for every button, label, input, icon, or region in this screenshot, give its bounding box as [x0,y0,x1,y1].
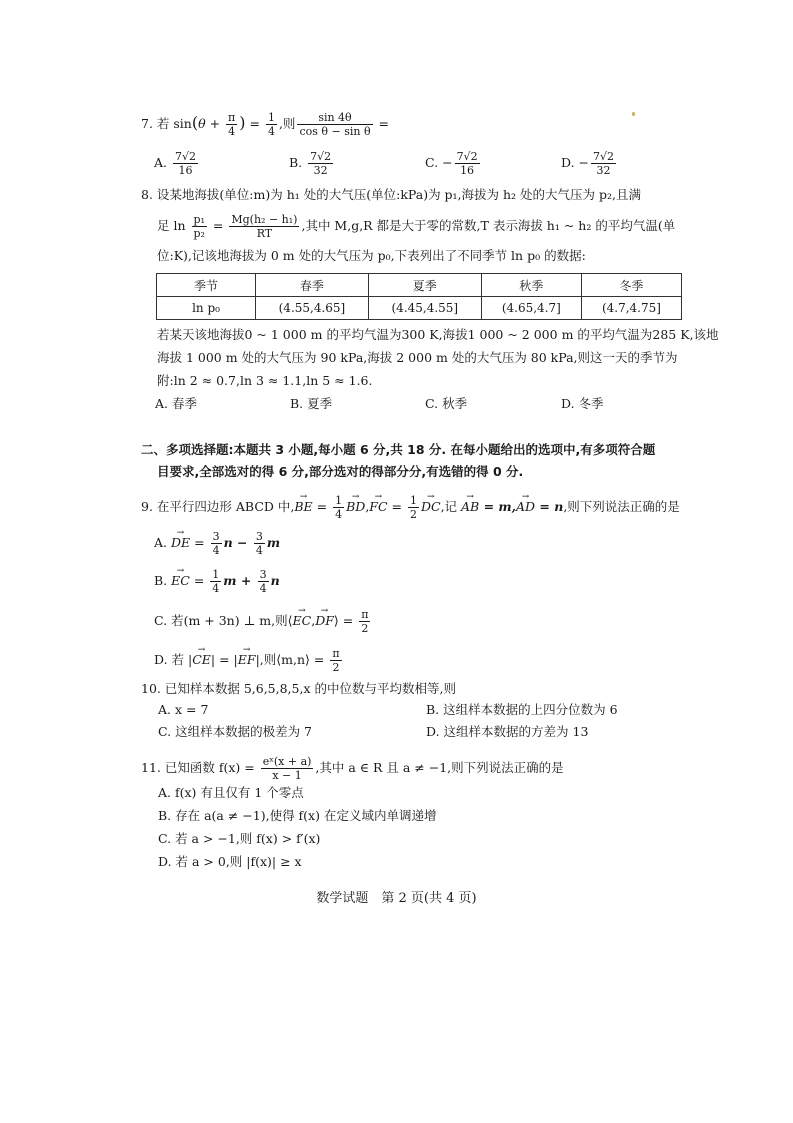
q11-den: x − 1 [272,769,302,782]
q9-a-four2: 4 [255,544,263,557]
q11-post: ,其中 a ∈ R 且 a ≠ −1,则下列说法正确的是 [315,760,564,775]
q7-stem: 7. 若 sin(θ + $\frac{\pi}{4}$ ) = $\frac{1}{4}$ ,则 $\frac{\sin 4\theta}{\text{cos θ − sin θ}}$ = [141,111,390,138]
q11-option-d: D. 若 a > 0,则 |f(x)| ≥ x [158,854,302,869]
vec-df: → DF [315,612,334,630]
q9-a-frac2 [254,530,265,557]
q9-a-eq: = [190,535,209,550]
q9-d-pi: π [332,647,340,660]
vec-ec: → EC [171,572,190,590]
q9-a-expr2: m [266,535,281,550]
vec-ef: → EF [238,651,256,669]
q7-quarter [266,111,277,138]
q8-ln-den: p₂ [193,227,205,240]
q9-d-end: |,则⟨m,n⟩ = [255,652,329,667]
scan-speck [632,112,635,116]
q8-line6: 附:ln 2 ≈ 0.7,ln 3 ≈ 1.1,ln 5 ≈ 1.6. [157,373,373,388]
q7-a-label: A. [154,155,168,170]
q9-mid: ,记 [440,499,462,514]
vec-ab: → AB [461,498,479,516]
q9-n-eq: = n [535,499,564,514]
q9-a-frac1 [211,530,222,557]
section2-heading-line1: 二、多项选择题:本题共 3 小题,每小题 6 分,共 18 分. 在每小题给出的选项中,有多项符合题 [141,442,656,457]
q9-stem [141,494,680,521]
q7-option-c [425,150,482,177]
q8-mg-den: RT [256,227,273,240]
q9-eq2: = [387,499,406,514]
q7-d-frac [591,150,616,177]
q7-option-a [154,150,200,177]
q9-d-two: 2 [332,661,340,674]
q8-line2-post: ,其中 M,g,R 都是大于零的常数,T 表示海拔 h₁ ~ h₂ 的平均气温(单 [301,218,676,233]
q9-c-two: 2 [361,622,369,635]
vec-ce: → CE [192,651,211,669]
q8-mg-frac [229,213,299,240]
table-cell: (4.45,4.55] [368,297,481,320]
q9-option-a [154,530,280,557]
q11-option-c: C. 若 a > −1,则 f(x) > f′(x) [158,831,321,846]
q10-stem: 10. 已知样本数据 5,6,5,8,5,x 的中位数与平均数相等,则 [141,681,456,696]
q9-b-label: B. [154,573,172,588]
q10-option-c: C. 这组样本数据的极差为 7 [158,724,312,739]
q9-d-frac [330,647,341,674]
q11-option-b: B. 存在 a(a ≠ −1),使得 f(x) 在定义域内单调递增 [158,808,437,823]
q8-option-c: C. 秋季 [425,396,468,411]
q7-pi: π [228,111,236,124]
q9-d-text: D. 若 | [154,652,193,667]
q9-b-expr2: n [270,573,280,588]
q9-option-b [154,568,280,595]
q9-b-eq: = [189,573,209,588]
table-cell: 冬季 [581,274,681,297]
q7-c-label: C. [425,155,439,170]
q9-four: 4 [335,508,343,521]
q8-line1: 8. 设某地海拔(单位:m)为 h₁ 处的大气压(单位:kPa)为 p₁,海拔为 h₂ 处的大气压为 p₂,且满 [141,187,641,202]
table-cell: 夏季 [368,274,481,297]
q8-mg-num: Mg(h₂ − h₁) [231,213,298,226]
q9-b-three: 3 [259,568,267,581]
section2-heading-line2: 目要求,全部选对的得 6 分,部分选对的得部分分,有选错的得 0 分. [157,464,524,479]
q9-c-pi: π [361,608,369,621]
q9-b-one: 1 [212,568,220,581]
q9-eq: = [312,499,332,514]
q7-b-label: B. [289,155,303,170]
vec-ec-2: → EC [293,612,312,630]
vec-bd: → BD [346,498,365,516]
season-table [156,273,682,320]
q9-b-frac2 [258,568,269,595]
vec-de: → DE [171,534,190,552]
q9-comma: , [365,499,370,514]
q9-b-four2: 4 [259,582,267,595]
q9-d-mid: | = | [210,652,238,667]
q7-c-den: 16 [460,164,475,177]
q7-d-den: 32 [596,164,611,177]
q7-c-num: 7√2 [456,150,478,163]
q9-b-frac1 [210,568,221,595]
q7-option-b [289,150,335,177]
q9-c-comma: , [311,613,316,628]
q7-d-num: 7√2 [593,150,615,163]
q7-d-label: D. [561,155,575,170]
q9-end: ,则下列说法正确的是 [563,499,680,514]
q9-c-end: ⟩ = [333,613,358,628]
q9-b-four: 4 [212,582,220,595]
q7-four2: 4 [267,125,275,138]
q7-c-sign: − [442,155,453,170]
q11-pre: 11. 已知函数 f(x) = [141,760,259,775]
q8-option-d: D. 冬季 [561,396,604,411]
q11-stem [141,755,564,782]
q9-quarter [333,494,344,521]
q9-a-expr1: n − [223,535,252,550]
vec-ad: → AD [516,498,535,516]
q7-b-den: 32 [313,164,328,177]
table-cell: 季节 [157,274,256,297]
q8-ln-frac [192,213,207,240]
q7-one: 1 [267,111,275,124]
q11-frac [261,755,314,782]
q7-four: 4 [228,125,236,138]
q9-half [408,494,419,521]
q7-a-frac [173,150,198,177]
q9-option-d [154,647,344,674]
page-footer: 数学试题 第 2 页(共 4 页) [316,891,477,906]
q7-b-num: 7√2 [310,150,332,163]
table-cell: 春季 [256,274,369,297]
q7-a-den: 16 [178,164,193,177]
q8-line5: 海拔 1 000 m 处的大气压为 90 kPa,海拔 2 000 m 处的大气压为 80 kPa,则这一天的季节为 [157,350,678,365]
q9-c-text: C. 若(m + 3n) ⊥ m,则⟨ [154,613,293,628]
vec-fc: → FC [369,498,387,516]
q9-a-three: 3 [212,530,220,543]
table-row [157,297,682,320]
q7-end: = [374,116,390,131]
table-cell: 秋季 [481,274,581,297]
q8-ln-num: p₁ [193,213,205,226]
q11-option-a: A. f(x) 有且仅有 1 个零点 [158,785,304,800]
q7-eq: = [245,116,264,131]
q7-frac-den: cos θ − sin θ [299,125,371,138]
q9-text: 9. 在平行四边形 ABCD 中, [141,499,295,514]
q8-option-a: A. 春季 [155,396,197,411]
q9-option-c [154,608,372,635]
q7-text: 7. 若 sin [141,116,192,131]
q7-d-sign: − [578,155,590,170]
q7-main-frac [297,111,372,138]
table-cell: ln p₀ [157,297,256,320]
q10-option-b: B. 这组样本数据的上四分位数为 6 [426,702,618,717]
q9-one2: 1 [409,494,417,507]
q7-option-d [561,150,618,177]
table-cell: (4.65,4.7] [481,297,581,320]
q9-a-three2: 3 [255,530,263,543]
q8-option-b: B. 夏季 [290,396,333,411]
q7-c-frac [455,150,480,177]
q8-line2 [157,213,675,240]
q8-ln-pre: 足 ln [157,218,190,233]
q9-two: 2 [409,508,417,521]
q7-b-frac [308,150,333,177]
q10-option-a: A. x = 7 [158,702,209,717]
table-cell: (4.55,4.65] [256,297,369,320]
q10-option-d: D. 这组样本数据的方差为 13 [426,724,589,739]
q9-c-frac [359,608,370,635]
q8-line4: 若某天该地海拔0 ~ 1 000 m 的平均气温为300 K,海拔1 000 ~ 2 000 m 的平均气温为285 K,该地 [157,327,719,342]
q8-line3: 位:K),记该地海拔为 0 m 处的大气压为 p₀,下表列出了不同季节 ln p₀ 的数据: [157,248,586,263]
q7-angle: θ + [198,116,225,131]
q9-one: 1 [335,494,343,507]
vec-dc: → DC [421,498,441,516]
q7-pi-frac [226,111,237,138]
q9-b-expr1: m + [223,573,256,588]
q7-a-num: 7√2 [175,150,197,163]
q7-mid: ,则 [278,116,296,131]
q11-num: eˣ(x + a) [262,755,312,768]
table-header-row [157,274,682,297]
q7-frac-num: sin 4θ [297,111,372,125]
q8-eq: = [208,218,228,233]
q9-a-label: A. [154,535,171,550]
vec-be: → BE [294,498,312,516]
q9-a-four: 4 [212,544,220,557]
q9-m-eq: = m, [479,499,516,514]
table-cell: (4.7,4.75] [581,297,681,320]
